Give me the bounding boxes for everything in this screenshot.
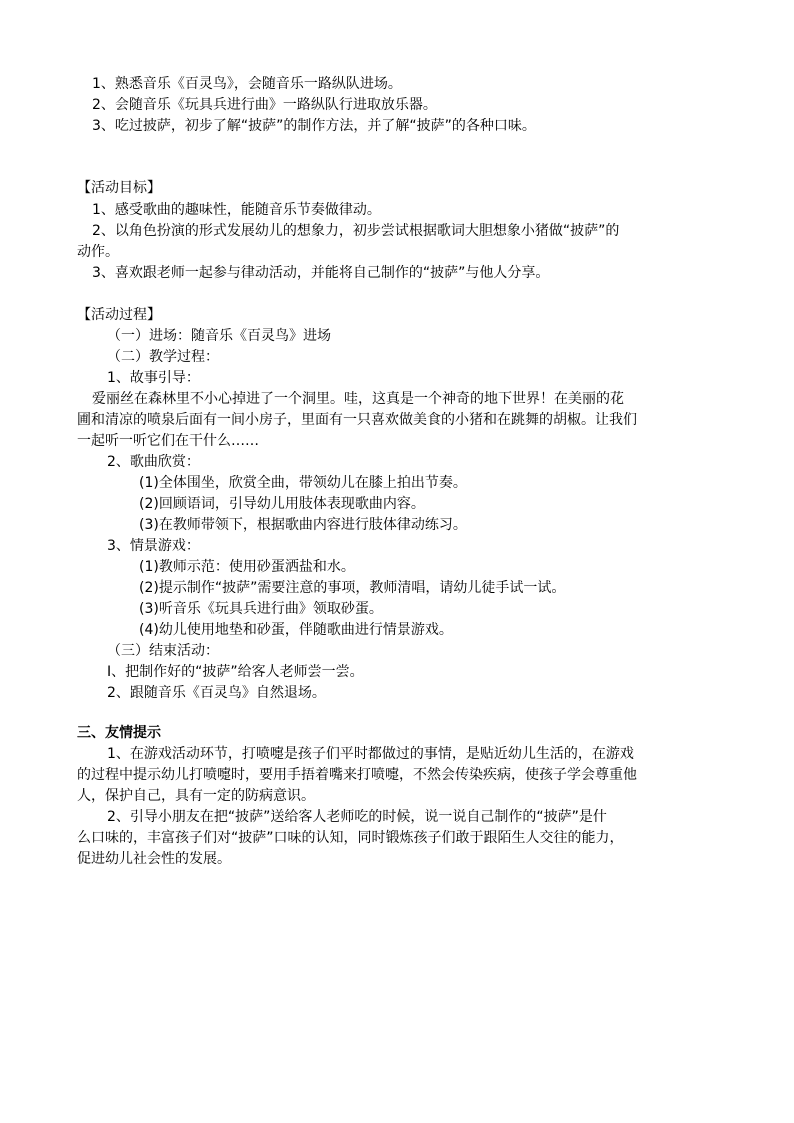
process-part-1: （一）进场：随音乐《百灵鸟》进场 xyxy=(107,328,331,344)
game-item-1: (1)教师示范：使用砂蛋洒盐和水。 xyxy=(139,559,355,575)
tips-heading: 三、友情提示 xyxy=(77,725,161,741)
goal-item-3: 3、喜欢跟老师一起参与律动活动，并能将自己制作的“披萨”与他人分享。 xyxy=(92,265,550,281)
end-item-1: I、把制作好的“披萨”给客人老师尝一尝。 xyxy=(107,664,364,680)
prep-item-2: 2、会随音乐《玩具兵进行曲》一路纵队行进取放乐器。 xyxy=(92,97,437,113)
tip-1-line-1: 1、在游戏活动环节，打喷嚏是孩子们平时都做过的事情，是贴近幼儿生活的，在游戏 xyxy=(107,746,634,762)
goal-item-2-line-1: 2、以角色扮演的形式发展幼儿的想象力，初步尝试根据歌词大胆想象小猪做“披萨”的 xyxy=(92,223,620,239)
tip-2-line-2: 么口味的，丰富孩子们对“披萨”口味的认知，同时锻炼孩子们敢于跟陌生人交往的能力， xyxy=(77,830,624,846)
story-line-2: 圃和清凉的喷泉后面有一间小房子，里面有一只喜欢做美食的小猪和在跳舞的胡椒。让我们 xyxy=(77,412,637,428)
tip-1-line-3: 人，保护自己，具有一定的防病意识。 xyxy=(77,788,315,804)
process-part-2: （二）教学过程： xyxy=(107,349,219,365)
tip-1-line-2: 的过程中提示幼儿打喷嚏时，要用手捂着嘴来打喷嚏，不然会传染疾病，使孩子学会尊重他 xyxy=(77,767,637,783)
tip-2-line-1: 2、引导小朋友在把“披萨”送给客人老师吃的时候，说一说自己制作的“披萨”是什 xyxy=(107,809,607,825)
goals-heading: 【活动目标】 xyxy=(77,180,161,196)
song-item-2: (2)回顾语词，引导幼儿用肢体表现歌曲内容。 xyxy=(139,496,425,512)
song-item-3: (3)在教师带领下，根据歌曲内容进行肢体律动练习。 xyxy=(139,517,467,533)
game-item-4: (4)幼儿使用地垫和砂蛋，伴随歌曲进行情景游戏。 xyxy=(139,622,453,638)
process-part-3: （三）结束活动： xyxy=(107,643,219,659)
prep-item-1: 1、熟悉音乐《百灵鸟》，会随音乐一路纵队进场。 xyxy=(92,76,402,92)
song-title: 2、歌曲欣赏： xyxy=(107,454,200,470)
prep-item-3: 3、吃过披萨，初步了解“披萨”的制作方法，并了解“披萨”的各种口味。 xyxy=(92,118,536,134)
song-item-1: (1)全体围坐，欣赏全曲，带领幼儿在膝上拍出节奏。 xyxy=(139,475,467,491)
story-line-1: 爱丽丝在森林里不小心掉进了一个洞里。哇，这真是一个神奇的地下世界！在美丽的花 xyxy=(92,391,624,407)
process-heading: 【活动过程】 xyxy=(77,307,161,323)
goal-item-2-line-2: 动作。 xyxy=(77,244,119,260)
tip-2-line-3: 促进幼儿社会性的发展。 xyxy=(77,851,231,867)
story-title: 1、故事引导： xyxy=(107,370,200,386)
goal-item-1: 1、感受歌曲的趣味性，能随音乐节奏做律动。 xyxy=(92,202,381,218)
game-item-2: (2)提示制作“披萨”需要注意的事项，教师清唱，请幼儿徒手试一试。 xyxy=(139,580,566,596)
story-line-3: 一起听一听它们在干什么…… xyxy=(77,433,259,449)
game-item-3: (3)听音乐《玩具兵进行曲》领取砂蛋。 xyxy=(139,601,383,617)
game-title: 3、情景游戏： xyxy=(107,538,200,554)
end-item-2: 2、跟随音乐《百灵鸟》自然退场。 xyxy=(107,685,326,701)
